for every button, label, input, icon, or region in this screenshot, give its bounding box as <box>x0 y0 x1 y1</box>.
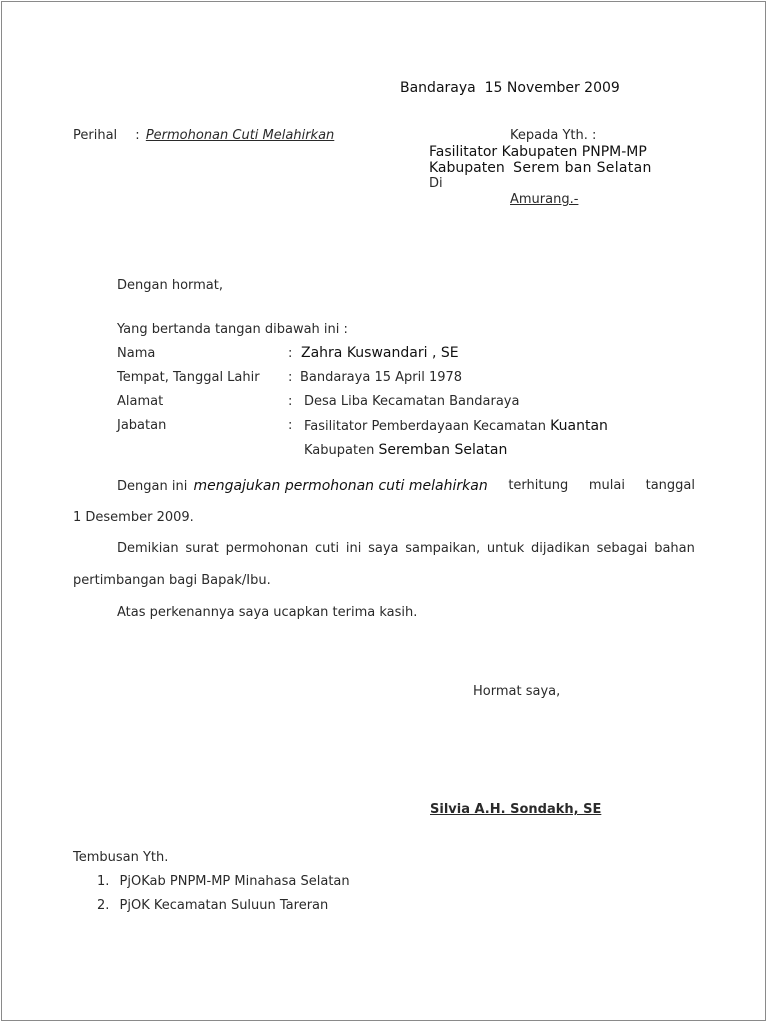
para2-word: bahan <box>654 541 695 556</box>
position-line2-value: Seremban Selatan <box>378 442 508 458</box>
para2-word: permohonan <box>225 541 309 556</box>
identity-label-position: Jabatan <box>117 418 167 433</box>
cc-item-1 <box>97 874 350 890</box>
para2-word: sampaikan, <box>405 541 481 556</box>
recipient-line1: Fasilitator Kabupaten PNPM-MP <box>429 144 647 160</box>
letter-page <box>1 1 766 1021</box>
identity-colon-name: : <box>288 346 293 361</box>
subject-label: Perihal <box>73 128 118 143</box>
para1-lead <box>117 478 488 495</box>
para2-word: dijadikan <box>531 541 590 556</box>
greeting: Dengan hormat, <box>117 278 224 293</box>
identity-colon-position: : <box>288 418 293 433</box>
para1-line2: 1 Desember 2009. <box>73 510 194 525</box>
subject-row <box>73 128 334 144</box>
para1-line1 <box>117 478 695 494</box>
letter-date: 15 November 2009 <box>484 80 620 96</box>
place-date <box>400 80 620 96</box>
para1-word2: mulai <box>588 478 625 493</box>
para2-word: Demikian <box>117 541 179 556</box>
identity-label-name: Nama <box>117 346 156 361</box>
para1-word1: terhitung <box>508 478 569 493</box>
para2-word: cuti <box>314 541 340 556</box>
place-city: Bandaraya <box>400 80 476 96</box>
para1-emphasis: mengajukan permohonan cuti melahirkan <box>193 478 488 494</box>
identity-colon-address: : <box>288 394 293 409</box>
recipient-line3: Di <box>429 176 443 191</box>
position-line2 <box>304 442 507 459</box>
cc-item-number: 1. <box>97 874 110 889</box>
recipient-line2 <box>429 160 652 176</box>
para1-start: Dengan ini <box>117 479 188 494</box>
para2-word: untuk <box>486 541 525 556</box>
position-text: Fasilitator Pemberdayaan Kecamatan <box>304 419 546 434</box>
position-extra: Kuantan <box>550 418 608 434</box>
cc-item-2 <box>97 898 328 914</box>
identity-colon-birth: : <box>288 370 293 385</box>
cc-item-text: PjOKab PNPM-MP Minahasa Selatan <box>119 874 350 889</box>
signatory-name: Silvia A.H. Sondakh, SE <box>430 802 602 817</box>
cc-item-text: PjOK Kecamatan Suluun Tareran <box>119 898 329 913</box>
para2-line1 <box>117 541 695 557</box>
cc-title: Tembusan Yth. <box>73 850 169 865</box>
recipient-line4: Amurang.- <box>510 192 579 207</box>
identity-label-address: Alamat <box>117 394 164 409</box>
para2-word: saya <box>368 541 399 556</box>
para3: Atas perkenannya saya ucapkan terima kasih. <box>117 605 418 620</box>
identity-value-name: Zahra Kuswandari , SE <box>301 345 459 361</box>
identity-value-address: Desa Liba Kecamatan Bandaraya <box>304 394 520 409</box>
para2-word: surat <box>185 541 219 556</box>
identity-value-birth: Bandaraya 15 April 1978 <box>300 370 463 385</box>
para2-line2: pertimbangan bagi Bapak/Ibu. <box>73 573 271 588</box>
identity-label-birth: Tempat, Tanggal Lahir <box>117 370 260 385</box>
closing: Hormat saya, <box>473 684 561 699</box>
recipient-salutation: Kepada Yth. : <box>510 128 597 143</box>
identity-value-position <box>304 418 608 435</box>
recipient-line2-prefix: Kabupaten <box>429 160 505 176</box>
intro-text: Yang bertanda tangan dibawah ini : <box>117 322 348 337</box>
para2-words <box>117 541 695 557</box>
recipient-line2-value: Serem ban Selatan <box>513 160 652 176</box>
position-line2-prefix: Kabupaten <box>304 443 375 458</box>
subject-colon: : <box>135 128 140 143</box>
subject-value: Permohonan Cuti Melahirkan <box>145 128 335 143</box>
cc-item-number: 2. <box>97 898 110 913</box>
para2-word: ini <box>345 541 362 556</box>
para1-word3: tanggal <box>645 478 695 493</box>
para2-word: sebagai <box>596 541 648 556</box>
